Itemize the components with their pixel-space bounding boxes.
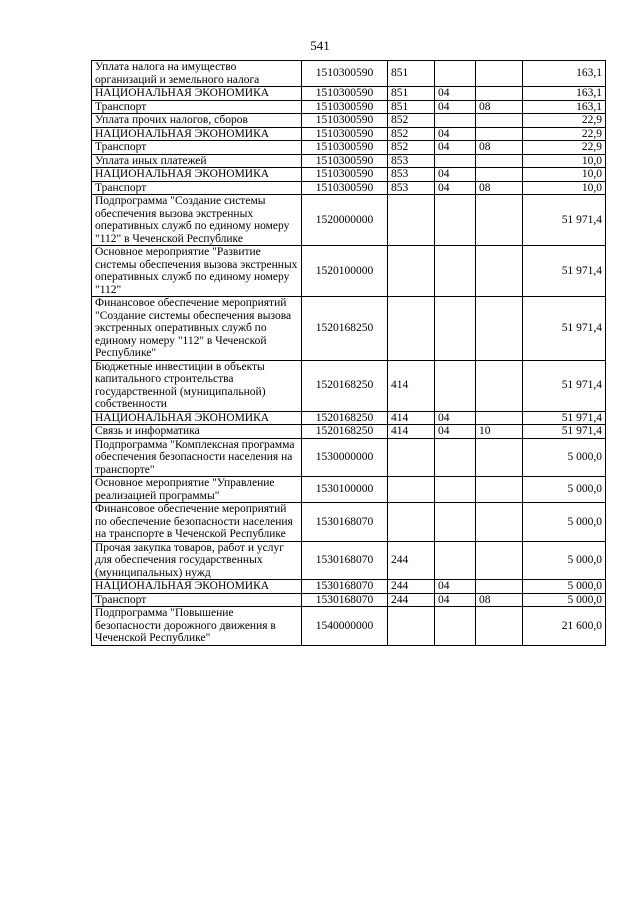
row-razdel (435, 154, 476, 168)
row-vr (388, 195, 435, 246)
row-name: Бюджетные инвестиции в объекты капитального строительства государственной (муниципальной) собственности (92, 360, 302, 411)
row-name: Транспорт (92, 141, 302, 155)
row-code: 1540000000 (302, 607, 388, 646)
row-vr (388, 297, 435, 361)
row-vr: 853 (388, 181, 435, 195)
row-vr: 414 (388, 425, 435, 439)
row-name: НАЦИОНАЛЬНАЯ ЭКОНОМИКА (92, 127, 302, 141)
table-row (92, 541, 606, 580)
row-name: НАЦИОНАЛЬНАЯ ЭКОНОМИКА (92, 411, 302, 425)
row-razdel: 04 (435, 87, 476, 101)
row-amount: 5 000,0 (523, 438, 606, 477)
row-podrazdel: 08 (476, 181, 523, 195)
row-vr: 852 (388, 114, 435, 128)
row-amount: 22,9 (523, 127, 606, 141)
table-row (92, 114, 606, 128)
row-podrazdel: 08 (476, 593, 523, 607)
row-code: 1530100000 (302, 477, 388, 503)
row-podrazdel (476, 168, 523, 182)
row-name: Транспорт (92, 181, 302, 195)
row-code: 1520168250 (302, 297, 388, 361)
row-name: Уплата налога на имущество организаций и земельного налога (92, 61, 302, 87)
row-vr: 852 (388, 127, 435, 141)
table-row (92, 195, 606, 246)
row-code: 1520168250 (302, 411, 388, 425)
row-podrazdel (476, 360, 523, 411)
table-row (92, 503, 606, 542)
row-name: Подпрограмма "Комплексная программа обеспечения безопасности населения на транспорте" (92, 438, 302, 477)
table-row (92, 154, 606, 168)
row-amount: 22,9 (523, 114, 606, 128)
row-amount: 10,0 (523, 181, 606, 195)
row-name: Финансовое обеспечение мероприятий по обеспечение безопасности населения на транспорте в Чеченской Республике (92, 503, 302, 542)
table-row (92, 607, 606, 646)
row-name: НАЦИОНАЛЬНАЯ ЭКОНОМИКА (92, 580, 302, 594)
table-body (92, 61, 606, 646)
row-code: 1530168070 (302, 503, 388, 542)
row-name: Подпрограмма "Создание системы обеспечения вызова экстренных оперативных служб по единому номеру "112" в Чеченской Республике (92, 195, 302, 246)
row-razdel (435, 195, 476, 246)
row-name: Транспорт (92, 100, 302, 114)
table-row (92, 411, 606, 425)
row-name: Основное мероприятие "Развитие системы обеспечения вызова экстренных оперативных служб по единому номеру "112" (92, 246, 302, 297)
row-podrazdel (476, 87, 523, 101)
table-row (92, 593, 606, 607)
table-row (92, 100, 606, 114)
row-code: 1510300590 (302, 61, 388, 87)
row-podrazdel (476, 438, 523, 477)
row-vr: 244 (388, 541, 435, 580)
row-amount: 21 600,0 (523, 607, 606, 646)
row-code: 1510300590 (302, 168, 388, 182)
row-razdel (435, 503, 476, 542)
row-amount: 5 000,0 (523, 477, 606, 503)
table-row (92, 477, 606, 503)
row-code: 1530168070 (302, 593, 388, 607)
row-name: Связь и информатика (92, 425, 302, 439)
row-code: 1520168250 (302, 425, 388, 439)
table-row (92, 181, 606, 195)
row-razdel (435, 297, 476, 361)
row-amount: 51 971,4 (523, 297, 606, 361)
row-name: Прочая закупка товаров, работ и услуг для обеспечения государственных (муниципальных) нужд (92, 541, 302, 580)
row-podrazdel: 08 (476, 141, 523, 155)
row-code: 1520000000 (302, 195, 388, 246)
row-vr: 852 (388, 141, 435, 155)
row-amount: 51 971,4 (523, 195, 606, 246)
row-razdel: 04 (435, 580, 476, 594)
row-podrazdel (476, 411, 523, 425)
row-name: Транспорт (92, 593, 302, 607)
row-razdel: 04 (435, 141, 476, 155)
row-vr: 414 (388, 360, 435, 411)
table-row (92, 87, 606, 101)
row-name: Подпрограмма "Повышение безопасности дорожного движения в Чеченской Республике" (92, 607, 302, 646)
row-podrazdel: 10 (476, 425, 523, 439)
row-vr: 851 (388, 87, 435, 101)
table-row (92, 141, 606, 155)
row-code: 1510300590 (302, 87, 388, 101)
row-code: 1510300590 (302, 141, 388, 155)
row-name: Уплата прочих налогов, сборов (92, 114, 302, 128)
row-podrazdel (476, 154, 523, 168)
row-podrazdel (476, 297, 523, 361)
row-razdel: 04 (435, 127, 476, 141)
row-code: 1510300590 (302, 127, 388, 141)
row-code: 1510300590 (302, 154, 388, 168)
row-podrazdel (476, 503, 523, 542)
row-amount: 51 971,4 (523, 360, 606, 411)
row-code: 1510300590 (302, 100, 388, 114)
row-podrazdel (476, 127, 523, 141)
row-razdel: 04 (435, 100, 476, 114)
row-vr: 853 (388, 168, 435, 182)
row-amount: 22,9 (523, 141, 606, 155)
row-vr: 244 (388, 580, 435, 594)
table-row (92, 438, 606, 477)
row-name: НАЦИОНАЛЬНАЯ ЭКОНОМИКА (92, 168, 302, 182)
row-vr (388, 503, 435, 542)
row-amount: 163,1 (523, 61, 606, 87)
row-amount: 5 000,0 (523, 541, 606, 580)
row-razdel (435, 246, 476, 297)
row-name: НАЦИОНАЛЬНАЯ ЭКОНОМИКА (92, 87, 302, 101)
row-podrazdel (476, 580, 523, 594)
row-razdel (435, 114, 476, 128)
row-amount: 10,0 (523, 168, 606, 182)
row-razdel (435, 61, 476, 87)
row-razdel: 04 (435, 411, 476, 425)
row-amount: 5 000,0 (523, 503, 606, 542)
row-code: 1510300590 (302, 181, 388, 195)
row-vr: 851 (388, 61, 435, 87)
row-podrazdel (476, 61, 523, 87)
table-row (92, 360, 606, 411)
row-name: Уплата иных платежей (92, 154, 302, 168)
row-razdel: 04 (435, 593, 476, 607)
row-code: 1530168070 (302, 541, 388, 580)
row-podrazdel (476, 195, 523, 246)
row-razdel: 04 (435, 181, 476, 195)
row-razdel (435, 541, 476, 580)
table-row (92, 61, 606, 87)
row-amount: 163,1 (523, 100, 606, 114)
row-code: 1530168070 (302, 580, 388, 594)
row-amount: 5 000,0 (523, 580, 606, 594)
table-row (92, 246, 606, 297)
row-vr: 851 (388, 100, 435, 114)
row-razdel (435, 360, 476, 411)
row-podrazdel: 08 (476, 100, 523, 114)
row-amount: 51 971,4 (523, 425, 606, 439)
row-razdel (435, 477, 476, 503)
row-amount: 51 971,4 (523, 246, 606, 297)
row-code: 1530000000 (302, 438, 388, 477)
row-vr: 244 (388, 593, 435, 607)
row-amount: 10,0 (523, 154, 606, 168)
row-vr (388, 607, 435, 646)
row-code: 1520100000 (302, 246, 388, 297)
table-row (92, 580, 606, 594)
row-amount: 163,1 (523, 87, 606, 101)
row-vr (388, 477, 435, 503)
row-amount: 5 000,0 (523, 593, 606, 607)
row-podrazdel (476, 477, 523, 503)
row-code: 1520168250 (302, 360, 388, 411)
row-name: Финансовое обеспечение мероприятий "Создание системы обеспечения вызова экстренных оперативных служб по единому номеру "112" в Чеченской Республике" (92, 297, 302, 361)
row-razdel (435, 438, 476, 477)
budget-table (91, 60, 606, 646)
row-podrazdel (476, 541, 523, 580)
row-podrazdel (476, 114, 523, 128)
row-code: 1510300590 (302, 114, 388, 128)
row-vr (388, 246, 435, 297)
page-number: 541 (310, 38, 330, 53)
row-razdel: 04 (435, 425, 476, 439)
table-row (92, 425, 606, 439)
row-vr (388, 438, 435, 477)
row-razdel: 04 (435, 168, 476, 182)
row-amount: 51 971,4 (523, 411, 606, 425)
row-razdel (435, 607, 476, 646)
row-vr: 414 (388, 411, 435, 425)
row-vr: 853 (388, 154, 435, 168)
table-row (92, 168, 606, 182)
row-podrazdel (476, 607, 523, 646)
row-podrazdel (476, 246, 523, 297)
table-row (92, 297, 606, 361)
table-row (92, 127, 606, 141)
row-name: Основное мероприятие "Управление реализацией программы" (92, 477, 302, 503)
